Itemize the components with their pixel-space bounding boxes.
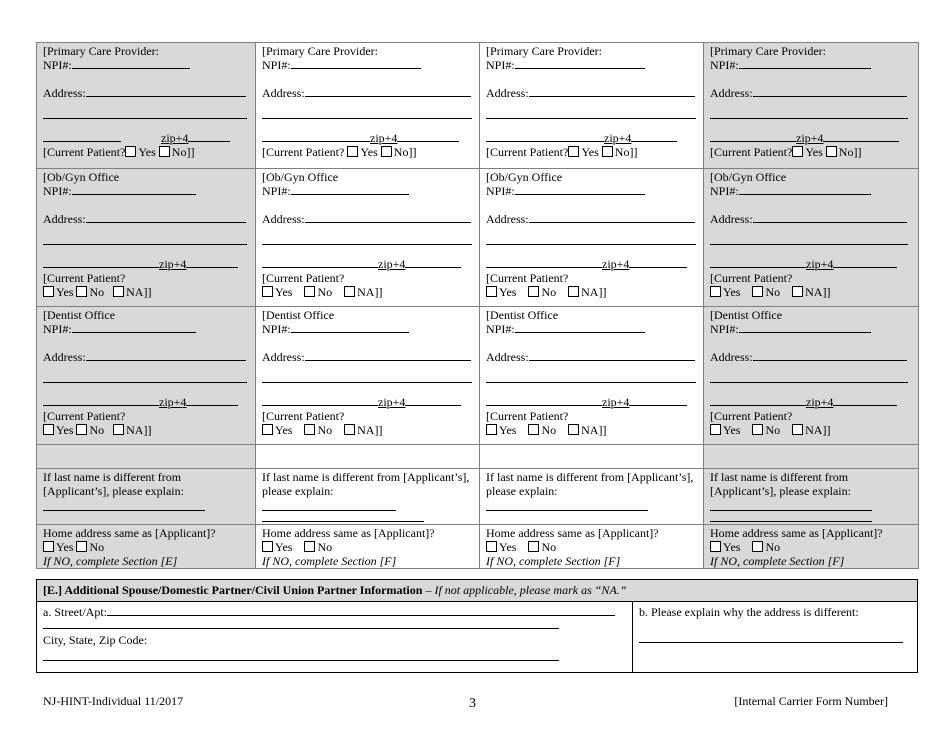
- no-checkbox[interactable]: [528, 286, 539, 297]
- npi-field[interactable]: [739, 322, 871, 333]
- yes-checkbox[interactable]: [710, 286, 721, 297]
- na-checkbox[interactable]: [568, 286, 579, 297]
- address-field[interactable]: [529, 212, 695, 223]
- primary-care-cell-4: [Primary Care Provider: NPI#: Address: zip+4 [Current Patient? Yes No]]: [704, 43, 919, 169]
- no-checkbox[interactable]: [528, 541, 539, 552]
- section-e-note: – If not applicable, please mark as “NA.”: [422, 583, 627, 597]
- address-field[interactable]: [305, 350, 471, 361]
- no-checkbox[interactable]: [602, 146, 613, 157]
- primary-care-row: [37, 43, 919, 169]
- section-e: [36, 579, 918, 673]
- address-field[interactable]: [305, 212, 471, 223]
- yes-checkbox[interactable]: [568, 146, 579, 157]
- explain-address-field[interactable]: [639, 642, 903, 643]
- home-address-cell-1: Home address same as [Applicant]? Yes No If NO, complete Section [E]: [37, 525, 256, 569]
- section-e-header: [37, 580, 917, 602]
- npi-field[interactable]: [72, 322, 196, 333]
- page-number: 3: [469, 696, 476, 711]
- yes-checkbox[interactable]: [43, 541, 54, 552]
- carrier-form-number: [Internal Carrier Form Number]: [734, 694, 888, 708]
- address-field[interactable]: [529, 86, 695, 97]
- explain-field[interactable]: [43, 510, 205, 511]
- address-field[interactable]: [86, 350, 246, 361]
- explain-label: b. Please explain why the address is different:: [639, 605, 859, 619]
- yes-checkbox[interactable]: [486, 286, 497, 297]
- primary-care-cell-1: [Primary Care Provider: NPI#: Address: zip+4 [Current Patient? Yes No]]: [37, 43, 256, 169]
- no-checkbox[interactable]: [76, 286, 87, 297]
- form-id: NJ-HINT-Individual 11/2017: [43, 694, 184, 708]
- section-e-address: [37, 602, 633, 672]
- npi-field[interactable]: [515, 184, 645, 195]
- dentist-cell-1: [Dentist Office NPI#: Address: zip+4 [Current Patient? Yes No NA]]: [37, 307, 256, 445]
- last-name-cell-1: If last name is different from [Applicant’s], please explain:: [37, 469, 256, 525]
- npi-field[interactable]: [515, 322, 645, 333]
- no-checkbox[interactable]: [381, 146, 392, 157]
- section-e-explain: [633, 602, 917, 672]
- dentist-row: [37, 307, 919, 445]
- no-checkbox[interactable]: [752, 424, 763, 435]
- explain-field-2[interactable]: [262, 521, 424, 522]
- na-checkbox[interactable]: [113, 286, 124, 297]
- obgyn-cell-4: [Ob/Gyn Office NPI#: Address: zip+4 [Current Patient? Yes No NA]]: [704, 169, 919, 307]
- npi-field[interactable]: [72, 184, 196, 195]
- primary-care-cell-3: [Primary Care Provider: NPI#: Address: zip+4 [Current Patient? Yes No]]: [480, 43, 704, 169]
- no-checkbox[interactable]: [76, 424, 87, 435]
- npi-field[interactable]: [739, 184, 871, 195]
- home-address-row: [37, 525, 919, 569]
- home-address-cell-3: Home address same as [Applicant]? Yes No If NO, complete Section [F]: [480, 525, 704, 569]
- no-checkbox[interactable]: [826, 146, 837, 157]
- no-checkbox[interactable]: [304, 424, 315, 435]
- yes-checkbox[interactable]: [43, 286, 54, 297]
- spacer-row: [37, 445, 919, 469]
- yes-checkbox[interactable]: [792, 146, 803, 157]
- npi-label: NPI#:: [43, 58, 72, 72]
- npi-field[interactable]: [515, 58, 645, 69]
- address-field[interactable]: [753, 350, 907, 361]
- na-checkbox[interactable]: [792, 286, 803, 297]
- address-label: Address:: [43, 86, 86, 100]
- zip-label: zip+4: [161, 131, 189, 145]
- na-checkbox[interactable]: [568, 424, 579, 435]
- obgyn-cell-3: [Ob/Gyn Office NPI#: Address: zip+4 [Current Patient? Yes No NA]]: [480, 169, 704, 307]
- na-checkbox[interactable]: [344, 424, 355, 435]
- last-name-cell-3: If last name is different from [Applicant’s], please explain:: [480, 469, 704, 525]
- npi-field[interactable]: [739, 58, 871, 69]
- address-field[interactable]: [305, 86, 471, 97]
- home-address-cell-2: Home address same as [Applicant]? Yes No If NO, complete Section [F]: [256, 525, 480, 569]
- yes-checkbox[interactable]: [710, 424, 721, 435]
- street-line-2[interactable]: [43, 628, 559, 629]
- obgyn-row: [37, 169, 919, 307]
- yes-checkbox[interactable]: [710, 541, 721, 552]
- section-e-title: [E.] Additional Spouse/Domestic Partner/Civil Union Partner Information: [43, 583, 423, 597]
- yes-checkbox[interactable]: [486, 424, 497, 435]
- no-checkbox[interactable]: [752, 541, 763, 552]
- obgyn-cell-1: [Ob/Gyn Office NPI#: Address: zip+4 [Current Patient? Yes No NA]]: [37, 169, 256, 307]
- yes-checkbox[interactable]: [125, 146, 136, 157]
- last-name-row: [37, 469, 919, 525]
- explain-field-2[interactable]: [710, 521, 872, 522]
- yes-checkbox[interactable]: [262, 424, 273, 435]
- no-checkbox[interactable]: [159, 146, 170, 157]
- form-page: [36, 42, 918, 673]
- explain-field[interactable]: [710, 510, 872, 511]
- address-field[interactable]: [86, 212, 246, 223]
- no-checkbox[interactable]: [528, 424, 539, 435]
- dentist-cell-2: [Dentist Office NPI#: Address: zip+4 [Current Patient? Yes No NA]]: [256, 307, 480, 445]
- address-field[interactable]: [753, 212, 907, 223]
- home-address-cell-4: Home address same as [Applicant]? Yes No If NO, complete Section [F]: [704, 525, 919, 569]
- npi-field[interactable]: [291, 322, 409, 333]
- last-name-cell-4: If last name is different from [Applicant’s], please explain:: [704, 469, 919, 525]
- npi-field[interactable]: [291, 58, 421, 69]
- yes-checkbox[interactable]: [486, 541, 497, 552]
- explain-field[interactable]: [486, 510, 648, 511]
- primary-care-cell-2: [Primary Care Provider: NPI#: Address: zip+4 [Current Patient? Yes No]]: [256, 43, 480, 169]
- no-checkbox[interactable]: [304, 286, 315, 297]
- provider-grid: [36, 42, 919, 569]
- yes-checkbox[interactable]: [43, 424, 54, 435]
- primary-care-label: [Primary Care Provider:: [43, 44, 159, 58]
- no-checkbox[interactable]: [752, 286, 763, 297]
- address-field[interactable]: [86, 86, 246, 97]
- na-checkbox[interactable]: [113, 424, 124, 435]
- na-checkbox[interactable]: [344, 286, 355, 297]
- address-field[interactable]: [529, 350, 695, 361]
- address-field[interactable]: [753, 86, 907, 97]
- explain-field[interactable]: [262, 510, 396, 511]
- yes-checkbox[interactable]: [262, 286, 273, 297]
- yes-checkbox[interactable]: [347, 146, 358, 157]
- dentist-cell-4: [Dentist Office NPI#: Address: zip+4 [Current Patient? Yes No NA]]: [704, 307, 919, 445]
- dentist-cell-3: [Dentist Office NPI#: Address: zip+4 [Current Patient? Yes No NA]]: [480, 307, 704, 445]
- street-label: a. Street/Apt:: [43, 605, 107, 619]
- last-name-cell-2: If last name is different from [Applicant’s], please explain:: [256, 469, 480, 525]
- npi-field[interactable]: [72, 58, 190, 69]
- page-footer: [43, 694, 888, 714]
- city-label: City, State, Zip Code:: [43, 633, 148, 647]
- yes-checkbox[interactable]: [262, 541, 273, 552]
- npi-field[interactable]: [291, 184, 409, 195]
- no-checkbox[interactable]: [304, 541, 315, 552]
- obgyn-cell-2: [Ob/Gyn Office NPI#: Address: zip+4 [Current Patient? Yes No NA]]: [256, 169, 480, 307]
- no-checkbox[interactable]: [76, 541, 87, 552]
- na-checkbox[interactable]: [792, 424, 803, 435]
- street-field[interactable]: [107, 605, 615, 616]
- city-field[interactable]: [43, 660, 559, 661]
